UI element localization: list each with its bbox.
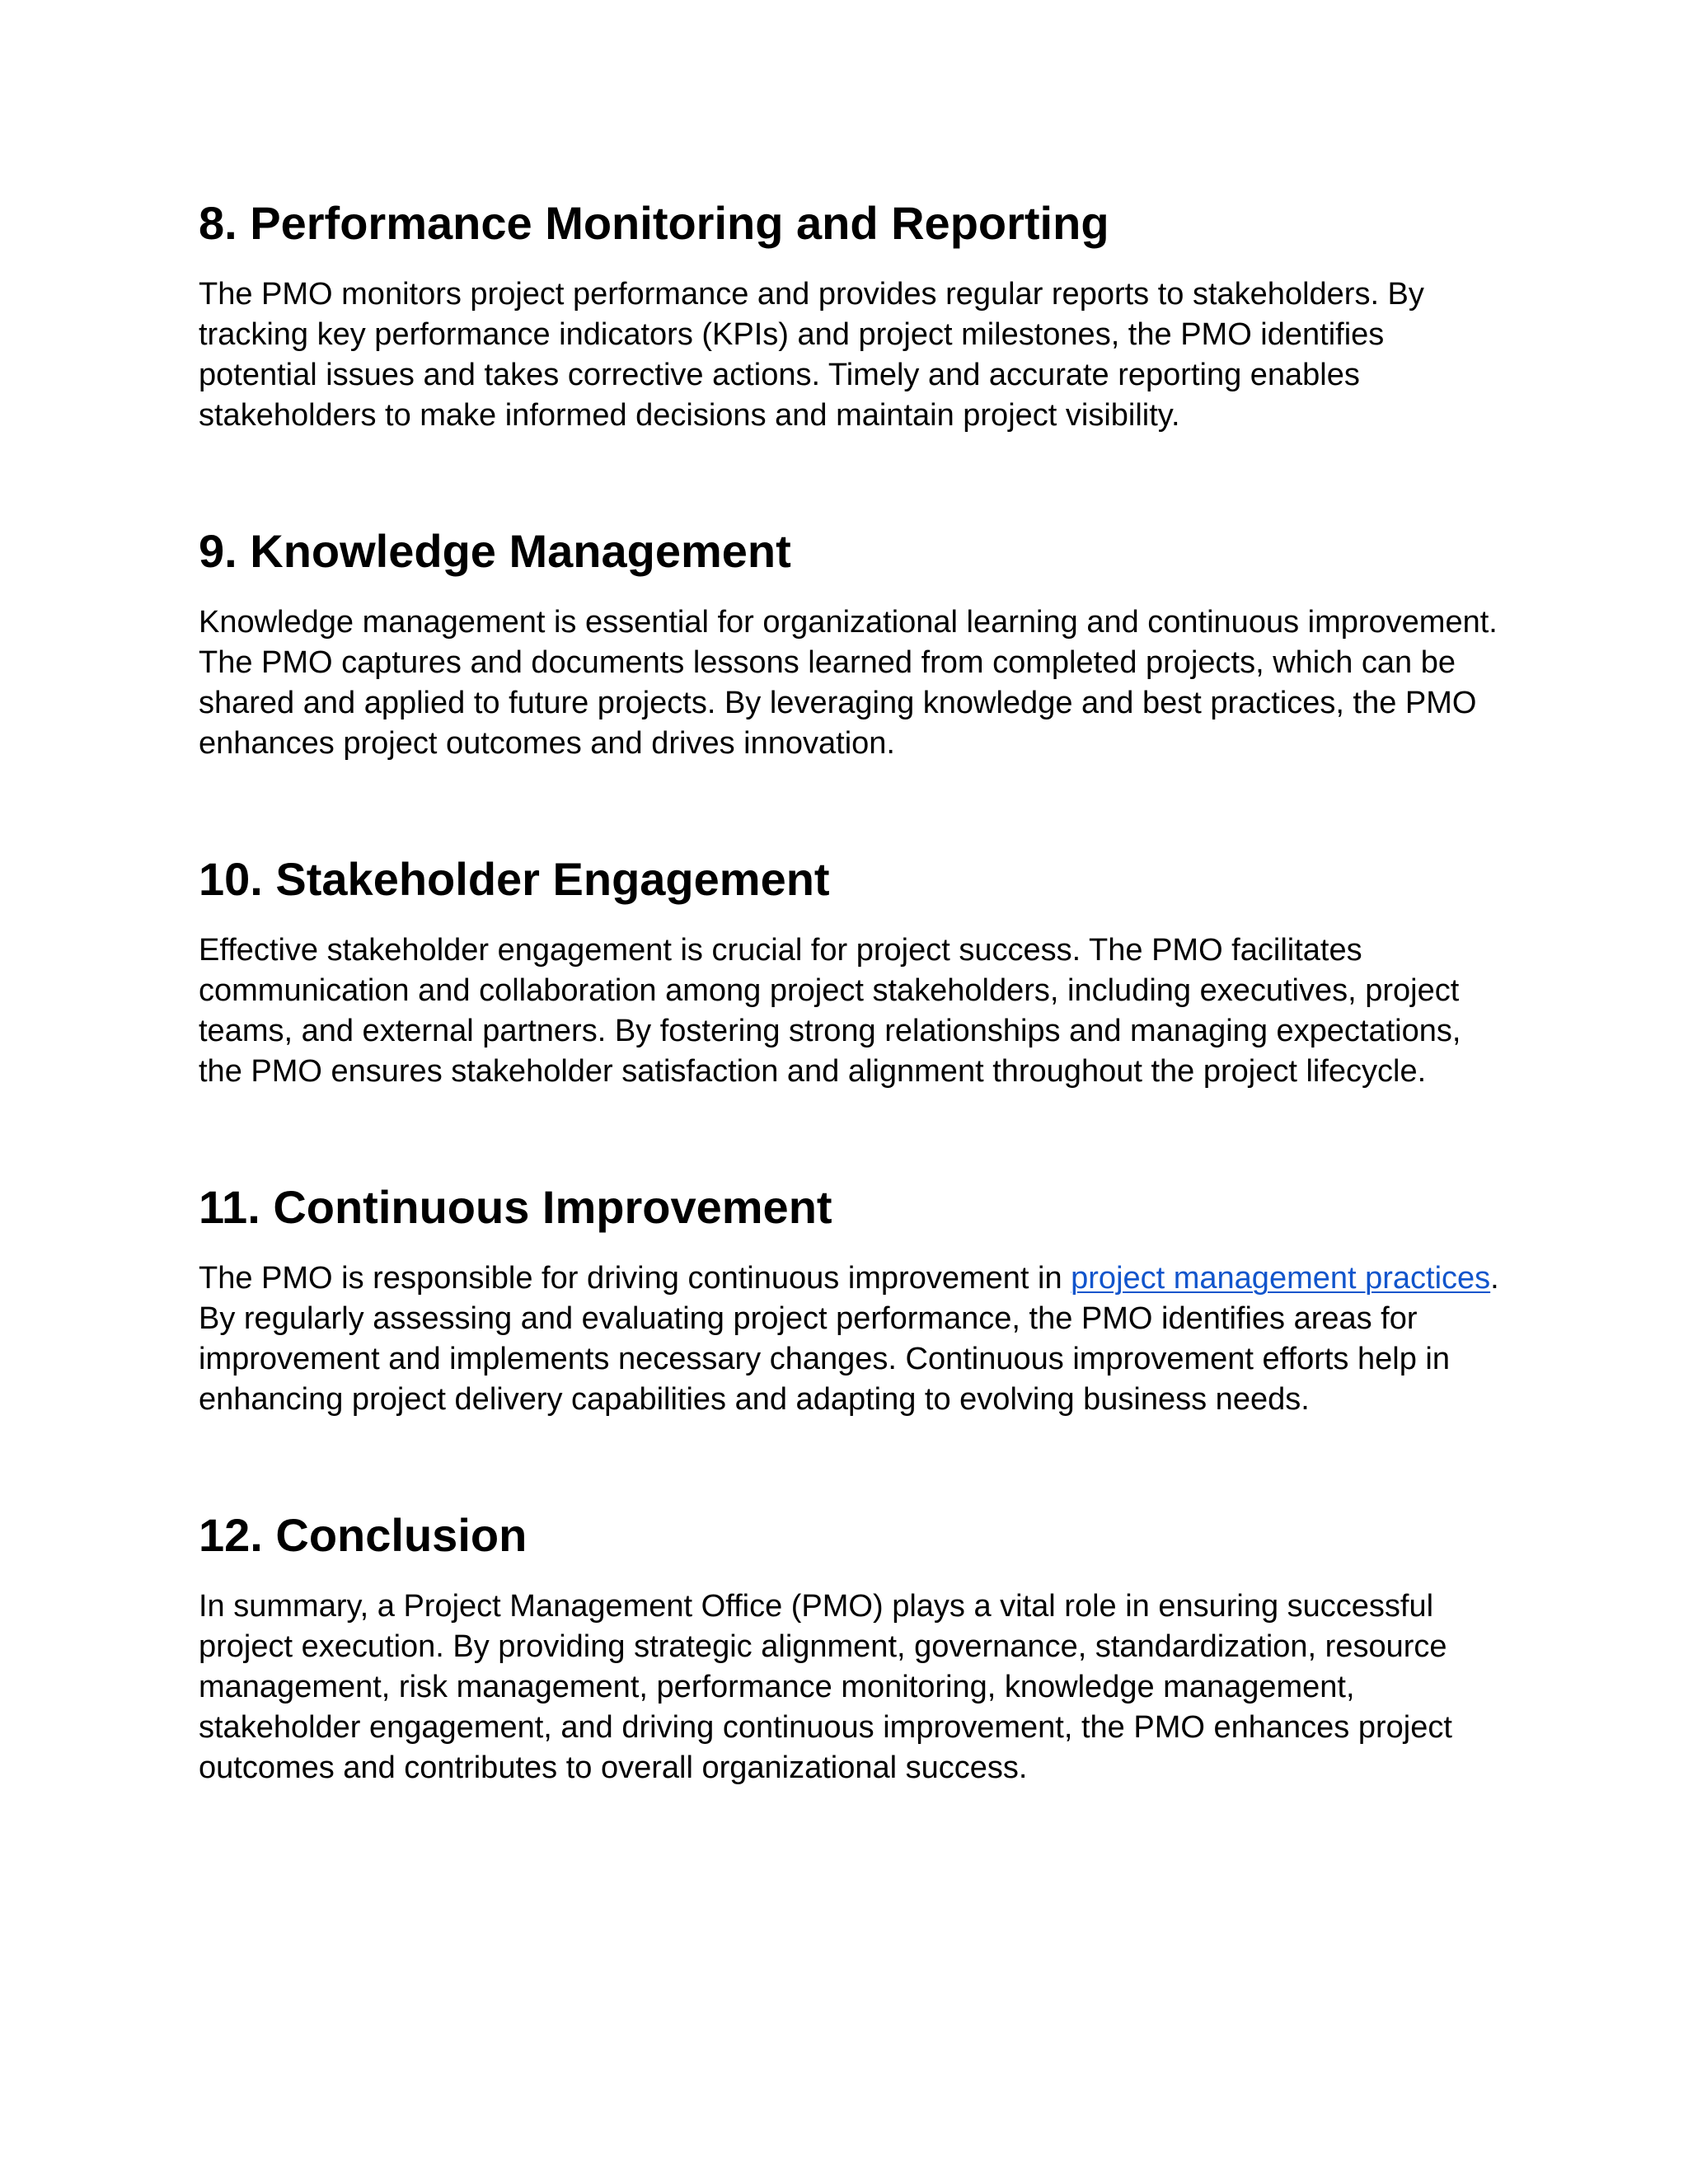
section-body: The PMO monitors project performance and provides regular reports to stakeholders. By tracking key performance indicators (KPIs) and project milestones, the PMO identifies potential issues and takes corrective actions. Timely and accurate reporting enables stakeholders to make informed decisions and maintain project visibility. (199, 277, 1424, 433)
section-conclusion (199, 1506, 1501, 1788)
section-performance-monitoring (199, 194, 1501, 436)
section-continuous-improvement (199, 1178, 1501, 1420)
body-text-before-link: The PMO is responsible for driving continuous improvement in (199, 1261, 1071, 1296)
section-body: Knowledge management is essential for organizational learning and continuous improvement. The PMO captures and documents lessons learned from completed projects, which can be shared and applied to future projects. By leveraging knowledge and best practices, the PMO enhances project outcomes and drives innovation. (199, 605, 1498, 761)
document-content (199, 194, 1501, 1874)
section-knowledge-management (199, 522, 1501, 764)
section-body: Effective stakeholder engagement is crucial for project success. The PMO facilitates communication and collaboration among project stakeholders, including executives, project teams, and external partners. By fostering strong relationships and managing expectations, the PMO ensures stakeholder satisfaction and alignment throughout the project lifecycle. (199, 933, 1461, 1089)
section-heading: 11. Continuous Improvement (199, 1181, 832, 1233)
section-body (199, 1258, 1501, 1420)
section-heading: 8. Performance Monitoring and Reporting (199, 197, 1109, 249)
project-management-practices-link[interactable]: project management practices (1071, 1261, 1491, 1296)
section-body: In summary, a Project Management Office (PMO) plays a vital role in ensuring successful project execution. By providing strategic alignment, governance, standardization, resource management, risk management, performance monitoring, knowledge management, stakeholder engagement, and driving continuous improvement, the PMO enhances project outcomes and contributes to overall organizational success. (199, 1589, 1452, 1785)
section-heading: 12. Conclusion (199, 1509, 528, 1561)
body-text-after-link: . By regularly assessing and evaluating project performance, the PMO identifies areas for improvement and implements necessary changes. Continuous improvement efforts help in enhancing project delivery capabilities and adapting to evolving business needs. (199, 1261, 1499, 1417)
section-heading: 10. Stakeholder Engagement (199, 853, 830, 905)
section-stakeholder-engagement (199, 850, 1501, 1092)
section-heading: 9. Knowledge Management (199, 525, 791, 577)
